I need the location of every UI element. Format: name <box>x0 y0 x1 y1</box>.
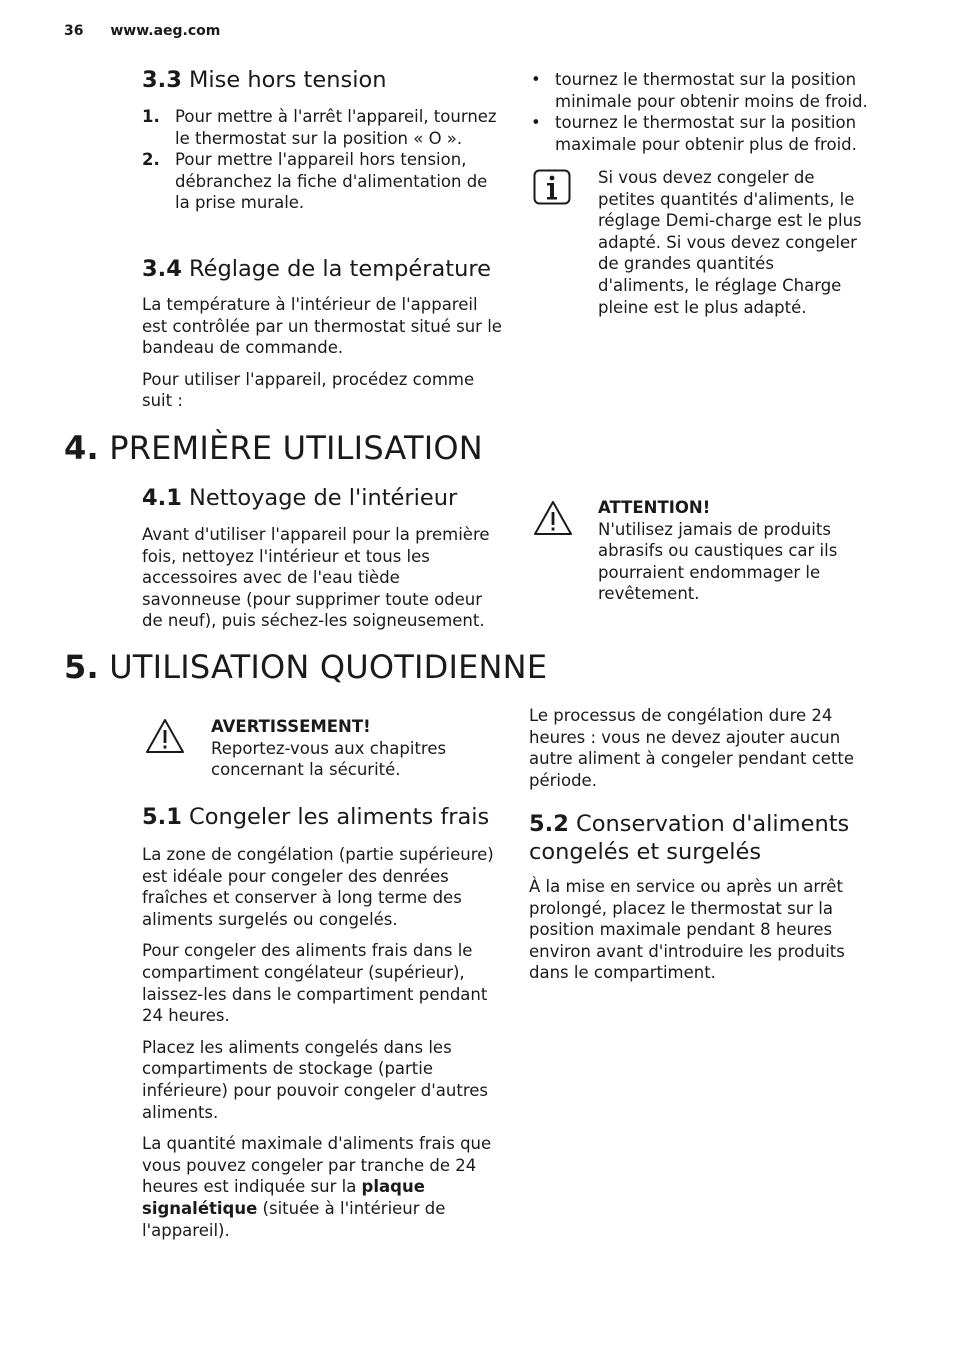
warning-title: AVERTISSEMENT! <box>211 717 371 736</box>
section-heading <box>142 66 502 94</box>
section-number: 4.1 <box>142 485 182 511</box>
paragraph: À la mise en service ou après un arrêt prolongé, placez le thermostat sur la position maximale pendant 8 heures environ avant d'introduire les produits dans le compartiment. <box>529 877 845 983</box>
info-note-text: Si vous devez congeler de petites quantités d'aliments, le réglage Demi-charge est le plus adapté. Si vous devez congeler de grandes quantités d'aliments, le réglage Charge pleine est le plus adapté. <box>598 168 862 317</box>
page-number: 36 <box>64 23 84 39</box>
rating-plate-term: plaque signalétique <box>142 1177 425 1218</box>
step-text: Pour mettre à l'arrêt l'appareil, tournez le thermostat sur la position « O ». <box>175 107 497 148</box>
chapter-title <box>64 647 914 687</box>
paragraph: Avant d'utiliser l'appareil pour la première fois, nettoyez l'intérieur et tous les accessoires avec de l'eau tiède savonneuse (pour supprimer toute odeur de neuf), puis séchez-les soigneusement. <box>142 525 490 631</box>
bullet-text: tournez le thermostat sur la position minimale pour obtenir moins de froid. <box>555 70 868 111</box>
list-item <box>529 69 899 112</box>
section-number: 5.2 <box>529 811 569 837</box>
page-header <box>64 23 220 39</box>
bullet-icon: • <box>531 113 541 133</box>
list-item <box>142 106 502 149</box>
paragraph: Placez les aliments congelés dans les compartiments de stockage (partie inférieure) pour pouvoir congeler d'autres aliments. <box>142 1037 489 1122</box>
paragraph: Le processus de congélation dure 24 heures : vous ne devez ajouter aucun autre aliment à congeler pendant cette période. <box>529 706 855 790</box>
freezing-duration <box>529 705 879 801</box>
warning-text: N'utilisez jamais de produits abrasifs ou caustiques car ils pourraient endommager le revêtement. <box>598 519 838 604</box>
section-heading <box>142 255 502 283</box>
text-run: La quantité maximale d'aliments frais que vous pouvez congeler par tranche de 24 heures est indiquée sur la <box>142 1134 492 1197</box>
section-heading <box>529 810 879 866</box>
paragraph: Pour congeler des aliments frais dans le compartiment congélateur (supérieur), laissez-les dans le compartiment pendant 24 heures. <box>142 941 488 1026</box>
chapter-title-text: PREMIÈRE UTILISATION <box>109 429 483 467</box>
chapter-number: 4. <box>64 429 99 467</box>
section-title: Réglage de la température <box>189 256 491 282</box>
chapter-4-heading <box>64 428 914 468</box>
paragraph: Pour utiliser l'appareil, procédez comme suit : <box>142 369 475 411</box>
bullet-list <box>529 69 899 155</box>
section-number: 3.3 <box>142 67 182 93</box>
warning-icon <box>533 500 573 540</box>
bullet-text: tournez le thermostat sur la position maximale pour obtenir plus de froid. <box>555 113 857 154</box>
website-url: www.aeg.com <box>110 23 221 39</box>
avertissement-note <box>211 716 491 781</box>
warning-title: ATTENTION! <box>598 498 711 517</box>
warning-icon <box>145 718 185 758</box>
section-title: Congeler les aliments frais <box>189 804 490 830</box>
steps-list <box>142 106 502 214</box>
chapter-5-heading <box>64 647 914 687</box>
section-4-1 <box>142 484 502 642</box>
list-item <box>529 112 899 155</box>
warning-text: Reportez-vous aux chapitres concernant la sécurité. <box>211 738 447 780</box>
step-number: 1. <box>142 107 160 126</box>
info-icon <box>533 169 571 209</box>
chapter-title-text: UTILISATION QUOTIDIENNE <box>109 648 548 686</box>
paragraph: La zone de congélation (partie supérieure) est idéale pour congeler des denrées fraîches et conserver à long terme des aliments surgelés ou congelés. <box>142 845 494 929</box>
list-item <box>142 149 502 214</box>
chapter-title <box>64 428 914 468</box>
section-number: 5.1 <box>142 804 182 830</box>
paragraph <box>142 1133 504 1241</box>
paragraph: La température à l'intérieur de l'appareil est contrôlée par un thermostat situé sur le bandeau de commande. <box>142 295 502 358</box>
temperature-bullets <box>529 69 899 155</box>
bullet-icon: • <box>531 70 541 89</box>
section-5-2 <box>529 810 879 994</box>
step-number: 2. <box>142 150 160 170</box>
section-heading <box>142 803 504 831</box>
section-5-1 <box>142 803 504 1251</box>
section-number: 3.4 <box>142 256 182 282</box>
section-title: Nettoyage de l'intérieur <box>189 485 458 511</box>
section-title: Mise hors tension <box>189 67 387 93</box>
section-title: Conservation d'aliments congelés et surgelés <box>529 811 850 865</box>
attention-note <box>598 497 868 605</box>
text-run: (située à l'intérieur de l'appareil). <box>142 1198 446 1240</box>
step-text: Pour mettre l'appareil hors tension, débranchez la fiche d'alimentation de la prise murale. <box>175 150 488 213</box>
section-3-3 <box>142 66 502 214</box>
chapter-number: 5. <box>64 648 99 686</box>
section-heading <box>142 484 502 512</box>
section-3-4 <box>142 255 502 422</box>
